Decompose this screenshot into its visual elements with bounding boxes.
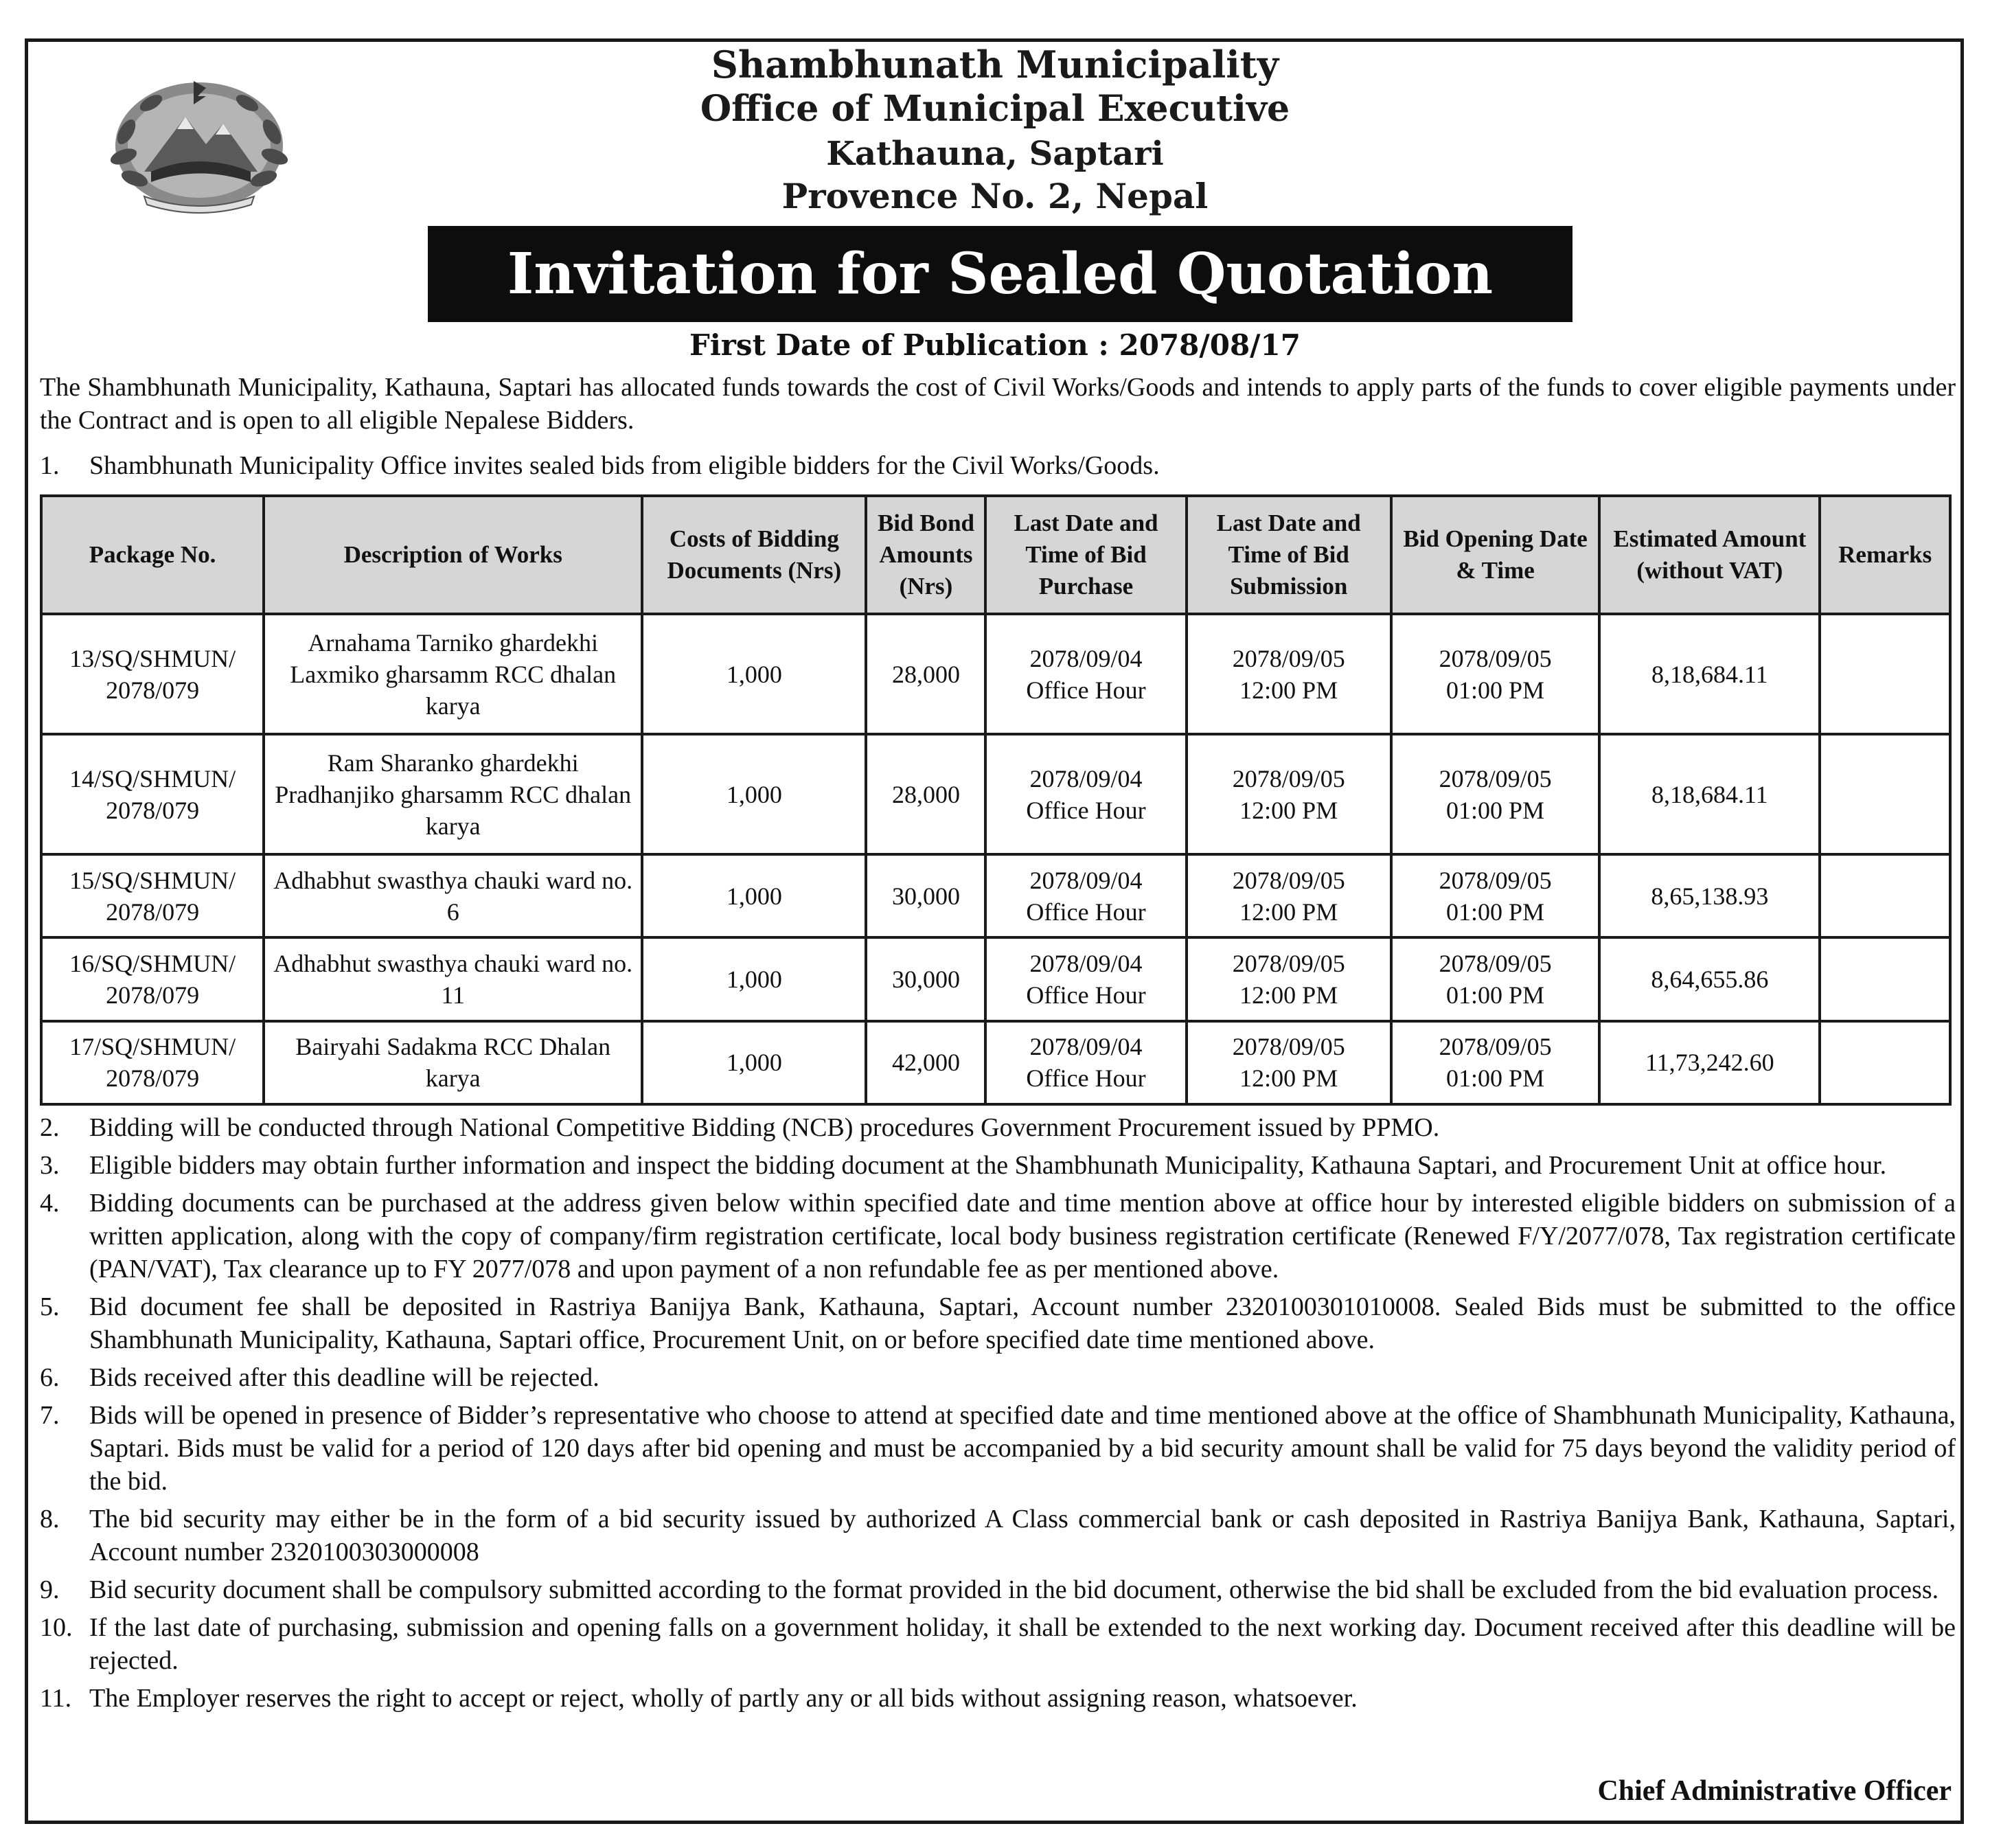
- table-row: [41, 614, 1950, 734]
- bid-opening: [1391, 734, 1599, 854]
- package-no: 17/SQ/SHMUN/ 2078/079: [41, 1021, 264, 1104]
- date: 2078/09/04: [1029, 866, 1143, 894]
- time: 12:00 PM: [1239, 981, 1338, 1009]
- municipality-name: Shambhunath Municipality: [711, 43, 1279, 87]
- clause-number: 9.: [40, 1575, 60, 1604]
- col-bid-opening: Bid Opening Date & Time: [1391, 496, 1599, 614]
- time: 01:00 PM: [1446, 796, 1545, 824]
- purchase-deadline: [985, 614, 1186, 734]
- notice-title: Invitation for Sealed Quotation: [428, 226, 1572, 322]
- purchase-deadline: [985, 734, 1186, 854]
- submission-deadline: [1187, 1021, 1391, 1104]
- time: 12:00 PM: [1239, 796, 1338, 824]
- clause-number: 7.: [40, 1401, 60, 1430]
- bid-bond: 28,000: [866, 734, 985, 854]
- office-name: Office of Municipal Executive: [700, 88, 1290, 130]
- col-purchase-deadline: Last Date and Time of Bid Purchase: [985, 496, 1186, 614]
- submission-deadline: [1187, 734, 1391, 854]
- list-item: [40, 1290, 1956, 1356]
- bid-bond: 30,000: [866, 854, 985, 937]
- col-bid-bond: Bid Bond Amounts (Nrs): [866, 496, 985, 614]
- package-no: 14/SQ/SHMUN/ 2078/079: [41, 734, 264, 854]
- table-row: [41, 937, 1950, 1020]
- estimated-amount: 11,73,242.60: [1599, 1021, 1820, 1104]
- signatory-title: Chief Administrative Officer: [1597, 1775, 1952, 1807]
- estimated-amount: 8,64,655.86: [1599, 937, 1820, 1020]
- col-doc-cost: Costs of Bidding Documents (Nrs): [642, 496, 866, 614]
- date: 2078/09/04: [1029, 764, 1143, 792]
- clause-text: Bidding will be conducted through National Competitive Bidding (NCB) procedures Government Procurement issued by PPMO.: [89, 1113, 1440, 1142]
- date: 2078/09/05: [1439, 644, 1552, 672]
- submission-deadline: [1187, 614, 1391, 734]
- bid-table: [40, 494, 1952, 1106]
- date: 2078/09/05: [1439, 949, 1552, 977]
- clause-number: 5.: [40, 1292, 60, 1321]
- estimated-amount: 8,18,684.11: [1599, 614, 1820, 734]
- col-package-no: Package No.: [41, 496, 264, 614]
- submission-deadline: [1187, 937, 1391, 1020]
- clause-number: 6.: [40, 1363, 60, 1392]
- clause-number: 11.: [40, 1684, 72, 1713]
- remarks: [1820, 937, 1950, 1020]
- purchase-deadline: [985, 854, 1186, 937]
- date: 2078/09/04: [1029, 1033, 1143, 1061]
- list-item: [40, 1187, 1956, 1286]
- province-name: Provence No. 2, Nepal: [781, 176, 1209, 216]
- clause-1: [40, 449, 1956, 482]
- list-item: [40, 1399, 1956, 1498]
- time: 01:00 PM: [1446, 676, 1545, 704]
- estimated-amount: 8,65,138.93: [1599, 854, 1820, 937]
- bid-opening: [1391, 1021, 1599, 1104]
- time: Office Hour: [1026, 898, 1146, 926]
- clause-number: 10.: [40, 1613, 73, 1642]
- doc-cost: 1,000: [642, 614, 866, 734]
- purchase-deadline: [985, 937, 1186, 1020]
- time: 12:00 PM: [1239, 676, 1338, 704]
- remarks: [1820, 854, 1950, 937]
- time: Office Hour: [1026, 676, 1146, 704]
- doc-cost: 1,000: [642, 734, 866, 854]
- clause-number: 3.: [40, 1151, 60, 1180]
- work-description: Bairyahi Sadakma RCC Dhalan karya: [264, 1021, 642, 1104]
- clause-text: Bid document fee shall be deposited in Rastriya Banijya Bank, Kathauna, Saptari, Account number 2320100301010008. Sealed Bids must be submitted to the office Shambhunath Municipality, Kathauna, Saptari office, Procurement Unit, on or before specified date time mentioned above.: [89, 1292, 1956, 1354]
- clause-text: Bids will be opened in presence of Bidder’s representative who choose to attend at specified date and time mentioned above at the office of Shambhunath Municipality, Kathauna, Saptari. Bids must be valid for a period of 120 days after bid opening and must be accompanied by a bid security amount shall be valid for 75 days beyond the validity period of the bid.: [89, 1401, 1956, 1496]
- doc-cost: 1,000: [642, 1021, 866, 1104]
- date: 2078/09/05: [1232, 949, 1345, 977]
- col-estimated-amount: Estimated Amount (without VAT): [1599, 496, 1820, 614]
- work-description: Adhabhut swasthya chauki ward no. 6: [264, 854, 642, 937]
- date: 2078/09/05: [1439, 866, 1552, 894]
- clause-text: Bid security document shall be compulsory submitted according to the format provided in the bid document, otherwise the bid shall be excluded from the bid evaluation process.: [89, 1575, 1939, 1604]
- time: 01:00 PM: [1446, 898, 1545, 926]
- time: 12:00 PM: [1239, 898, 1338, 926]
- work-description: Ram Sharanko ghardekhi Pradhanjiko gharsamm RCC dhalan karya: [264, 734, 642, 854]
- bid-opening: [1391, 937, 1599, 1020]
- clause-text: Bidding documents can be purchased at the address given below within specified date and time mention above at office hour by interested eligible bidders on submission of a written application, along with the copy of company/firm registration certificate, local body business registration certificate (Renewed F/Y/2077/078, Tax registration certificate (PAN/VAT), Tax clearance up to FY 2077/078 and upon payment of a non refundable fee as per mentioned above.: [89, 1189, 1956, 1284]
- doc-cost: 1,000: [642, 854, 866, 937]
- package-no: 15/SQ/SHMUN/ 2078/079: [41, 854, 264, 937]
- date: 2078/09/05: [1439, 1033, 1552, 1061]
- list-item: [40, 1573, 1956, 1606]
- office-location: Kathauna, Saptari: [826, 135, 1164, 173]
- date: 2078/09/05: [1232, 1033, 1345, 1061]
- col-description: Description of Works: [264, 496, 642, 614]
- purchase-deadline: [985, 1021, 1186, 1104]
- date: 2078/09/05: [1232, 866, 1345, 894]
- work-description: Arnahama Tarniko ghardekhi Laxmiko gharsamm RCC dhalan karya: [264, 614, 642, 734]
- remarks: [1820, 1021, 1950, 1104]
- remarks: [1820, 734, 1950, 854]
- table-header-row: [41, 496, 1950, 614]
- list-item: [40, 1611, 1956, 1677]
- list-item: [40, 1503, 1956, 1568]
- clause-text: The bid security may either be in the form of a bid security issued by authorized A Class commercial bank or cash deposited in Rastriya Banijya Bank, Kathauna, Saptari, Account number 2320100303000008: [89, 1505, 1956, 1566]
- clause-text: The Employer reserves the right to accept or reject, wholly of partly any or all bids without assigning reason, whatsoever.: [89, 1684, 1358, 1713]
- time: Office Hour: [1026, 981, 1146, 1009]
- clause-number: 4.: [40, 1189, 60, 1218]
- date: 2078/09/04: [1029, 949, 1143, 977]
- date: 2078/09/05: [1439, 764, 1552, 792]
- clause-number: 2.: [40, 1113, 60, 1142]
- bid-bond: 42,000: [866, 1021, 985, 1104]
- col-submission-deadline: Last Date and Time of Bid Submission: [1187, 496, 1391, 614]
- estimated-amount: 8,18,684.11: [1599, 734, 1820, 854]
- clause-text: Shambhunath Municipality Office invites sealed bids from eligible bidders for the Civil Works/Goods.: [89, 451, 1160, 480]
- work-description: Adhabhut swasthya chauki ward no. 11: [264, 937, 642, 1020]
- clause-number: 1.: [40, 451, 60, 480]
- time: 01:00 PM: [1446, 1064, 1545, 1093]
- list-item: [40, 1682, 1956, 1715]
- bid-opening: [1391, 614, 1599, 734]
- package-no: 13/SQ/SHMUN/ 2078/079: [41, 614, 264, 734]
- clause-number: 8.: [40, 1505, 60, 1533]
- bid-opening: [1391, 854, 1599, 937]
- date: 2078/09/05: [1232, 764, 1345, 792]
- date: 2078/09/05: [1232, 644, 1345, 672]
- time: 01:00 PM: [1446, 981, 1545, 1009]
- doc-cost: 1,000: [642, 937, 866, 1020]
- col-remarks: Remarks: [1820, 496, 1950, 614]
- list-item: [40, 1149, 1956, 1182]
- date: 2078/09/04: [1029, 644, 1143, 672]
- remarks: [1820, 614, 1950, 734]
- publication-date: First Date of Publication : 2078/08/17: [689, 328, 1301, 362]
- table-row: [41, 734, 1950, 854]
- list-item: [40, 1361, 1956, 1394]
- intro-paragraph: The Shambhunath Municipality, Kathauna, Saptari has allocated funds towards the cost of Civil Works/Goods and intends to apply parts of the funds to cover eligible payments under the Contract and is open to all eligible Nepalese Bidders.: [40, 373, 1956, 435]
- list-item: [40, 1111, 1956, 1144]
- table-row: [41, 854, 1950, 937]
- clause-text: Eligible bidders may obtain further information and inspect the bidding document at the Shambhunath Municipality, Kathauna Saptari, and Procurement Unit at office hour.: [89, 1151, 1887, 1180]
- clause-text: If the last date of purchasing, submission and opening falls on a government holiday, it shall be extended to the next working day. Document received after this deadline will be rejected.: [89, 1613, 1956, 1675]
- table-row: [41, 1021, 1950, 1104]
- submission-deadline: [1187, 854, 1391, 937]
- time: Office Hour: [1026, 1064, 1146, 1093]
- bid-bond: 30,000: [866, 937, 985, 1020]
- time: Office Hour: [1026, 796, 1146, 824]
- notice-clauses: [40, 1111, 1956, 1720]
- bid-bond: 28,000: [866, 614, 985, 734]
- package-no: 16/SQ/SHMUN/ 2078/079: [41, 937, 264, 1020]
- time: 12:00 PM: [1239, 1064, 1338, 1093]
- clause-text: Bids received after this deadline will be rejected.: [89, 1363, 599, 1392]
